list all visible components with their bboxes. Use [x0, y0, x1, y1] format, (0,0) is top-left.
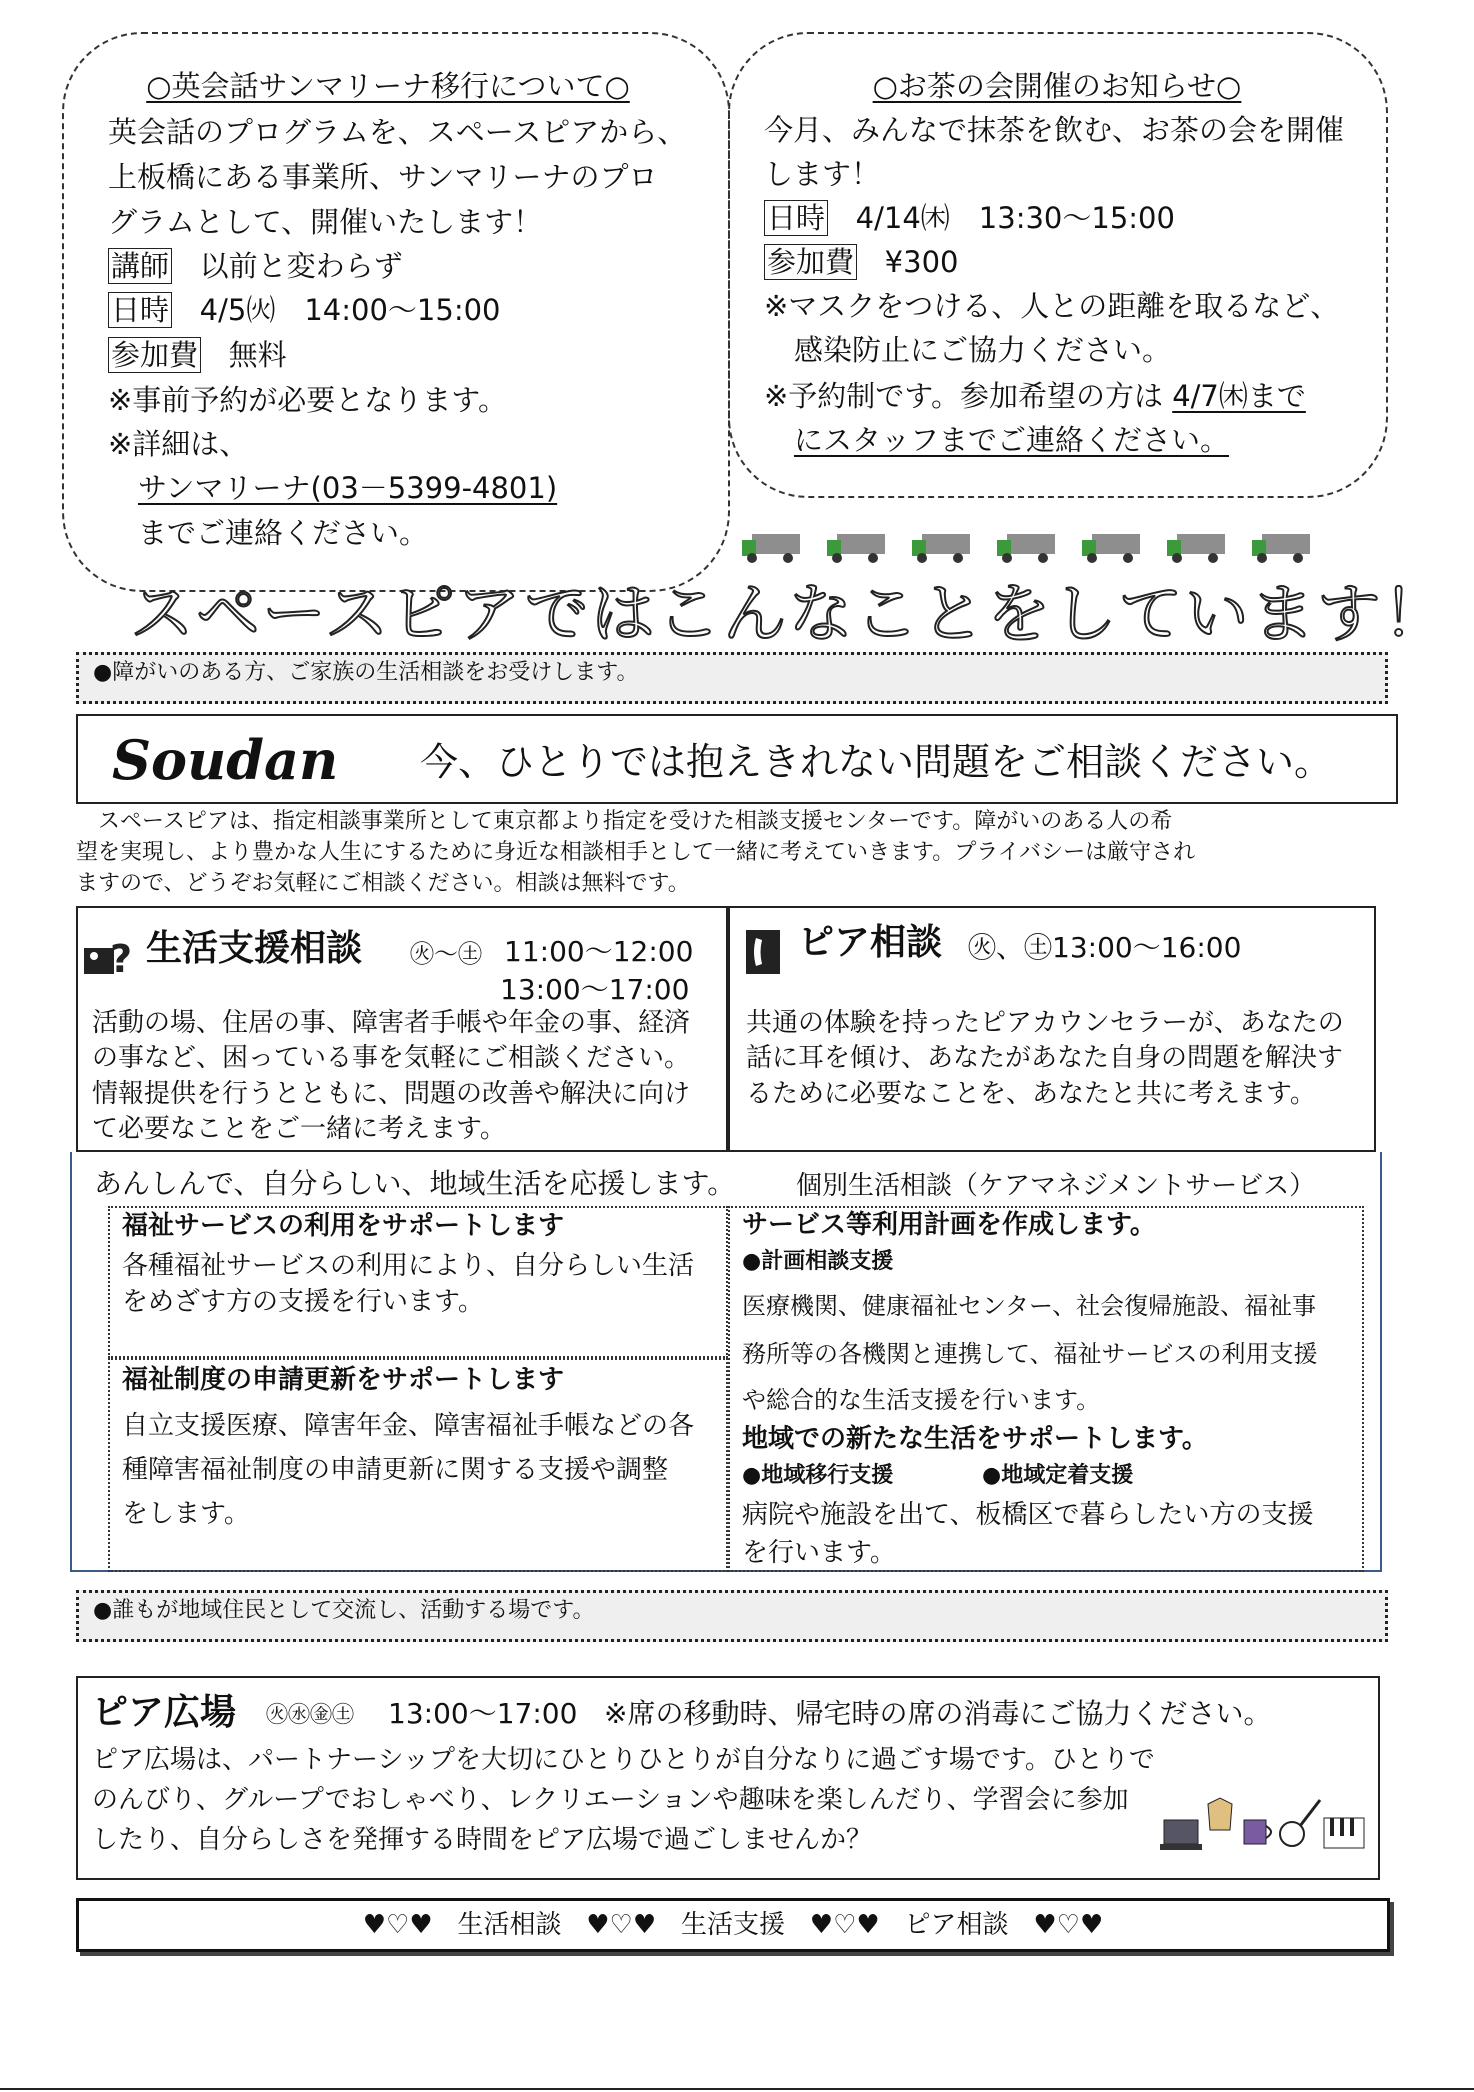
svg-text:?: ? [110, 937, 133, 978]
footer-item-2: 生活支援 [680, 1910, 785, 1940]
seikatsu-line-2: の事など、困っている事を気軽にご相談ください。 [92, 1043, 691, 1073]
ochakai-fee-value: ¥300 [884, 245, 959, 279]
ochakai-note-2a-pre: ※予約制です。参加希望の方は [764, 379, 1173, 413]
local-sub-1: ●地域移行支援 [742, 1463, 894, 1488]
eikaiwa-fee-row [108, 333, 287, 377]
mug-icon [1244, 1820, 1271, 1844]
seikatsu-line-3: 情報提供を行うとともに、問題の改善や解決に向け [92, 1079, 691, 1109]
teacher-value: 以前と変わらず [199, 249, 403, 283]
heart-icon: ♥♡♥ [1033, 1910, 1104, 1940]
welfare-title: 福祉サービスの利用をサポートします [122, 1211, 565, 1241]
plan-line-3: や総合的な生活支援を行います。 [742, 1386, 1101, 1414]
plan-line-2: 務所等の各機関と連携して、福祉サービスの利用支援 [742, 1340, 1318, 1368]
bottom-rule [0, 2088, 1474, 2090]
eikaiwa-note-2: ※詳細は、 [108, 427, 249, 461]
piano-icon [1324, 1818, 1364, 1848]
ochakai-line-1: 今月、みんなで抹茶を飲む、お茶の会を開催 [764, 113, 1345, 147]
soudan-logo: Soudan [112, 728, 339, 792]
welfare-line-2: をめざす方の支援を行います。 [122, 1287, 484, 1317]
seikatsu-time-2: 13:00～17:00 [500, 973, 690, 1006]
peer-line-1: 共通の体験を持ったピアカウンセラーが、あなたの [746, 1008, 1344, 1038]
eikaiwa-contact-end: までご連絡ください。 [138, 516, 429, 550]
soudan-intro-3: ますので、どうぞお気軽にご相談ください。相談は無料です。 [76, 871, 690, 896]
soudan-catch: 今、ひとりでは抱えきれない問題をご相談ください。 [420, 740, 1333, 784]
heart-icon: ♥♡♥ [586, 1910, 657, 1940]
eikaiwa-note-1: ※事前予約が必要となります。 [108, 383, 507, 417]
local-line-1: 病院や施設を出て、板橋区で暮らしたい方の支援 [742, 1500, 1314, 1530]
hobby-icons [1160, 1790, 1370, 1860]
local-line-2: を行います。 [742, 1538, 896, 1568]
hiroba-line-2: のんびり、グループでおしゃべり、レクリエーションや趣味を楽しんだり、学習会に参加 [92, 1785, 1129, 1815]
ochakai-line-2: します！ [764, 157, 881, 191]
footer-item-1: 生活相談 [457, 1910, 562, 1940]
teacher-label: 講師 [108, 248, 172, 284]
truck-icon [742, 530, 802, 564]
bar2-text: ●誰もが地域住民として交流し、活動する場です。 [93, 1598, 595, 1623]
seikatsu-line-1: 活動の場、住居の事、障害者手帳や年金の事、経済 [92, 1008, 691, 1038]
peer-schedule: ㊋、㊏13:00～16:00 [968, 931, 1242, 964]
ochakai-date-row [764, 196, 1175, 240]
ochakai-date-value: 4/14㈭ 13:30～15:00 [855, 201, 1175, 235]
truck-icon [1252, 530, 1312, 564]
eikaiwa-line-3: グラムとして、開催いたします！ [108, 205, 543, 239]
system-line-3: をします。 [122, 1499, 250, 1529]
hiroba-days: ㊋㊌㊎㊏ [266, 1703, 355, 1728]
seikatsu-title: 生活支援相談 [146, 928, 363, 969]
hiroba-time: 13:00～17:00 [388, 1697, 578, 1730]
hiroba-line-3: したり、自分らしさを発揮する時間をピア広場で過ごしませんか？ [92, 1825, 873, 1855]
system-line-2: 種障害福祉制度の申請更新に関する支援や調整 [122, 1455, 669, 1485]
plan-title: サービス等利用計画を作成します。 [742, 1210, 1156, 1240]
peer-title: ピア相談 [798, 922, 943, 963]
info-bar-consultation [76, 652, 1388, 704]
bar1-text: ●障がいのある方、ご家族の生活相談をお受けします。 [93, 660, 639, 685]
date-label: 日時 [108, 292, 172, 328]
info-bar-community [76, 1590, 1388, 1642]
truck-icon [997, 530, 1057, 564]
eikaiwa-contact: サンマリーナ(03－5399-4801) [138, 471, 558, 505]
truck-icon [827, 530, 887, 564]
eikaiwa-title: ○英会話サンマリーナ移行について○ [146, 69, 630, 103]
plan-line-1: 医療機関、健康福祉センター、社会復帰施設、福祉事 [742, 1292, 1317, 1320]
eikaiwa-line-1: 英会話のプログラムを、スペースピアから、 [108, 115, 687, 149]
shogi-icon [1208, 1798, 1232, 1830]
system-title: 福祉制度の申請更新をサポートします [122, 1365, 565, 1395]
guitar-icon [1280, 1800, 1320, 1846]
footer-item-3: ピア相談 [904, 1910, 1009, 1940]
ochakai-fee-row [764, 240, 958, 284]
seikatsu-line-4: て必要なことをご一緒に考えます。 [92, 1114, 506, 1144]
hiroba-note: ※席の移動時、帰宅時の席の消毒にご協力ください。 [604, 1697, 1272, 1730]
ochakai-note-1a: ※マスクをつける、人との距離を取るなど、 [764, 289, 1340, 323]
eikaiwa-teacher-row [108, 244, 403, 288]
heart-icon: ♥♡♥ [809, 1910, 880, 1940]
plan-sub: ●計画相談支援 [742, 1249, 894, 1274]
local-sub-2: ●地域定着支援 [982, 1463, 1134, 1488]
fee-label: 参加費 [108, 337, 201, 373]
truck-icon [1167, 530, 1227, 564]
truck-icon [1082, 530, 1142, 564]
ochakai-note-2a [764, 374, 1306, 418]
date-value: 4/5㈫ 14:00～15:00 [199, 293, 501, 327]
seikatsu-time-1: 11:00～12:00 [504, 935, 694, 968]
ochakai-fee-label: 参加費 [764, 244, 857, 280]
hiroba-line-1: ピア広場は、パートナーシップを大切にひとりひとりが自分なりに過ごす場です。ひとりで [92, 1745, 1155, 1775]
ochakai-note-1b: 感染防止にご協力ください。 [794, 333, 1172, 367]
phone-icon [746, 930, 780, 974]
eikaiwa-line-2: 上板橋にある事業所、サンマリーナのプロ [108, 160, 658, 194]
truck-icon [912, 530, 972, 564]
consultation-icon [84, 934, 136, 978]
ochakai-note-2b: にスタッフまでご連絡ください。 [794, 423, 1230, 457]
welfare-line-1: 各種福祉サービスの利用により、自分らしい生活 [122, 1251, 695, 1281]
seikatsu-days: ㊋～㊏ [410, 940, 482, 968]
soudan-intro-2: 望を実現し、より豊かな人生にするために身近な相談相手として一緒に考えていきます。プライバシーは厳守され [76, 840, 1196, 865]
laptop-icon [1160, 1820, 1202, 1850]
banner-heading: スペースピアではこんなことをしています！ [130, 578, 1449, 652]
local-title: 地域での新たな生活をサポートします。 [742, 1424, 1208, 1454]
ochakai-title: ○お茶の会開催のお知らせ○ [872, 69, 1242, 103]
peer-line-3: るために必要なことを、あなたと共に考えます。 [746, 1079, 1316, 1109]
heart-icon: ♥♡♥ [362, 1910, 433, 1940]
hiroba-title: ピア広場 [92, 1692, 237, 1733]
ochakai-deadline: 4/7㈭まで [1172, 379, 1306, 413]
soudan-intro-1: スペースピアは、指定相談事業所として東京都より指定を受けた相談支援センターです。障がいのある人の希 [76, 809, 1173, 834]
ochakai-date-label: 日時 [764, 200, 828, 236]
system-line-1: 自立支援医療、障害年金、障害福祉手帳などの各 [122, 1411, 695, 1441]
care-sub: 個別生活相談（ケアマネジメントサービス） [796, 1171, 1316, 1201]
care-heading: あんしんで、自分らしい、地域生活を応援します。 [94, 1167, 736, 1200]
peer-line-2: 話に耳を傾け、あなたがあなた自身の問題を解決す [746, 1043, 1343, 1073]
eikaiwa-date-row [108, 288, 501, 332]
footer-bar [76, 1898, 1390, 1952]
fee-value: 無料 [228, 338, 287, 372]
